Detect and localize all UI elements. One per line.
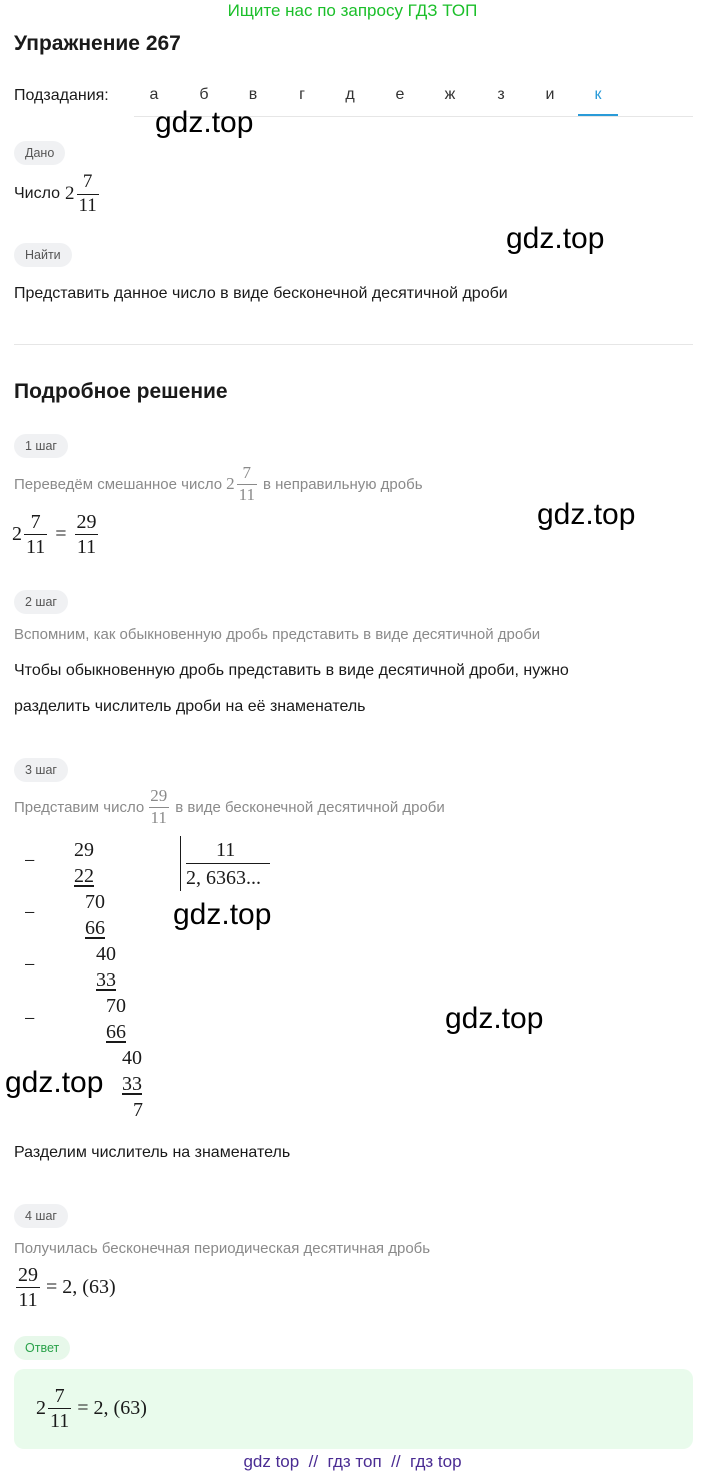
- given-badge: Дано: [14, 141, 65, 165]
- caption-fraction: [237, 464, 257, 504]
- find-badge: Найти: [14, 243, 72, 267]
- watermark: gdz.top: [506, 222, 605, 255]
- equals-sign: =: [55, 523, 67, 545]
- fraction-numerator: 29: [150, 786, 168, 805]
- eq-fraction-right: [75, 511, 99, 558]
- division-vertical-bar: [180, 836, 181, 891]
- answer-equation: [36, 1385, 147, 1432]
- watermark: gdz.top: [155, 106, 254, 139]
- caption-text-after: в виде бесконечной десятичной дроби: [175, 798, 445, 816]
- tab-b[interactable]: б: [199, 86, 209, 103]
- step3-after-text: Разделим числитель на знаменатель: [14, 1144, 291, 1161]
- fraction-denominator: 11: [150, 807, 167, 827]
- answer-badge: Ответ: [14, 1336, 70, 1360]
- remainder: 70: [85, 891, 105, 913]
- minus-sign: −: [24, 902, 36, 924]
- fraction-numerator: 7: [82, 171, 93, 192]
- given-whole: 2: [65, 183, 75, 205]
- step-badge: 2 шаг: [14, 590, 68, 614]
- remainder: 40: [122, 1047, 142, 1069]
- step4-caption: Получилась бесконечная периодическая десятичная дробь: [14, 1240, 431, 1257]
- step4-equation: [14, 1264, 116, 1311]
- step-badge: 1 шаг: [14, 434, 68, 458]
- given-statement: [14, 172, 101, 217]
- subtrahend: 22: [74, 865, 94, 887]
- fraction-denominator: 11: [18, 1289, 38, 1311]
- answer-whole: 2: [36, 1397, 46, 1419]
- tab-v[interactable]: в: [248, 86, 258, 103]
- tab-zh[interactable]: ж: [444, 86, 456, 103]
- step-badge: 4 шаг: [14, 1204, 68, 1228]
- find-text: Представить данное число в виде бесконечной десятичной дроби: [14, 285, 508, 302]
- fraction-numerator: 29: [18, 1264, 38, 1286]
- tab-i[interactable]: и: [545, 86, 555, 103]
- tab-g[interactable]: г: [299, 86, 305, 103]
- solution-title: Подробное решение: [14, 380, 228, 403]
- eq-whole: 2: [12, 523, 22, 545]
- tab-z[interactable]: з: [497, 86, 505, 103]
- caption-text: Представим число: [14, 798, 145, 816]
- fraction-denominator: 11: [26, 536, 46, 558]
- subtasks-label: Подзадания:: [14, 87, 109, 104]
- step-badge: 3 шаг: [14, 758, 68, 782]
- footer-links: gdz top // гдз топ // гдз top: [243, 1452, 462, 1471]
- tab-k[interactable]: к: [594, 86, 602, 103]
- subtrahend: 33: [96, 969, 116, 991]
- active-tab-indicator: [578, 114, 618, 116]
- watermark: gdz.top: [5, 1066, 104, 1099]
- remainder: 70: [106, 995, 126, 1017]
- step1-equation: [12, 511, 101, 558]
- tab-e[interactable]: е: [395, 86, 405, 103]
- divider: [14, 344, 693, 345]
- fraction-denominator: 11: [76, 536, 97, 558]
- remainder: 40: [96, 943, 116, 965]
- step2-line2: разделить числитель дроби на её знаменатель: [14, 698, 366, 715]
- given-text: Число: [14, 185, 61, 203]
- fraction-numerator: 29: [76, 511, 97, 533]
- fraction-numerator: 7: [54, 1385, 65, 1407]
- dividend: 29: [74, 839, 94, 861]
- promo-banner: Ищите нас по запросу ГДЗ ТОП: [227, 1, 478, 20]
- watermark: gdz.top: [173, 898, 272, 931]
- tab-a[interactable]: а: [149, 86, 159, 103]
- subtrahend: 66: [106, 1021, 126, 1043]
- step3-caption: [14, 787, 445, 827]
- caption-whole: 2: [226, 474, 235, 494]
- answer-fraction: [48, 1385, 71, 1432]
- page-title: Упражнение 267: [14, 32, 181, 55]
- step2-line1: Чтобы обыкновенную дробь представить в виде десятичной дроби, нужно: [14, 662, 569, 679]
- fraction-denominator: 11: [238, 484, 255, 504]
- minus-sign: −: [24, 1008, 36, 1030]
- watermark: gdz.top: [537, 498, 636, 531]
- final-remainder: 7: [133, 1099, 143, 1121]
- caption-text-after: в неправильную дробь: [262, 475, 423, 493]
- quotient: 2, 6363...: [186, 867, 261, 889]
- tab-d[interactable]: д: [345, 86, 355, 103]
- subtrahend: 66: [85, 917, 105, 939]
- answer-box: [14, 1369, 693, 1449]
- divisor: 11: [216, 839, 236, 861]
- given-fraction: [77, 172, 99, 217]
- eq-fraction: [16, 1264, 40, 1311]
- step1-caption: [14, 464, 423, 504]
- eq-result: = 2, (63): [46, 1276, 116, 1298]
- subtrahend: 33: [122, 1073, 142, 1095]
- fraction-denominator: 11: [50, 1410, 70, 1432]
- caption-text: Переведём смешанное число: [14, 475, 223, 493]
- eq-fraction-left: [24, 511, 47, 558]
- minus-sign: −: [24, 954, 36, 976]
- minus-sign: −: [24, 850, 36, 872]
- fraction-denominator: 11: [78, 194, 97, 216]
- step2-caption: Вспомним, как обыкновенную дробь представить в виде десятичной дроби: [14, 626, 541, 643]
- caption-fraction: [148, 787, 169, 827]
- watermark: gdz.top: [445, 1002, 544, 1035]
- fraction-numerator: 7: [242, 463, 252, 482]
- fraction-numerator: 7: [30, 511, 41, 533]
- answer-result: = 2, (63): [77, 1397, 147, 1419]
- long-division: [0, 836, 300, 1126]
- division-horizontal-bar: [186, 863, 270, 864]
